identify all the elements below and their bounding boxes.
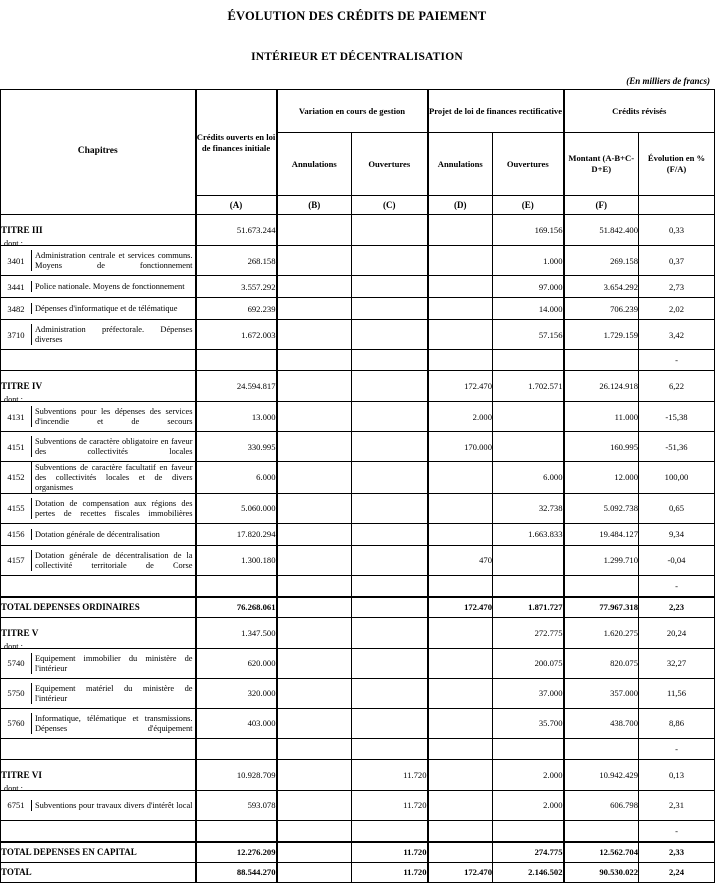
cell-annulations-d — [428, 678, 493, 708]
cell-credits-ouverts: 320.000 — [196, 678, 277, 708]
section-title-cell — [1, 759, 196, 793]
total-label: TOTAL DEPENSES ORDINAIRES — [1, 597, 196, 618]
cell-evolution: 2,73 — [639, 276, 715, 298]
cell-annulations-d — [428, 462, 493, 494]
cell-annulations-d — [428, 298, 493, 320]
chapter-code: 4157 — [1, 550, 32, 571]
cell-ouvertures-c — [352, 493, 428, 523]
cell-evolution: 2,23 — [639, 597, 715, 618]
spacer-cell — [428, 738, 493, 759]
section-title-cell — [1, 617, 196, 651]
section-title-row — [1, 371, 715, 402]
section-name: TITRE V — [1, 627, 39, 638]
header-chapitres: Chapitres — [1, 90, 196, 215]
chapter-code: 3710 — [1, 324, 32, 345]
cell-evolution: 2,33 — [639, 842, 715, 863]
spacer-cell — [196, 575, 277, 597]
section-title-cell — [1, 371, 196, 402]
cell-credits-ouverts: 6.000 — [196, 462, 277, 494]
cell-ouvertures-c — [352, 523, 428, 545]
section-title-row — [1, 759, 715, 790]
cell-annulations-d: 172.470 — [428, 862, 493, 882]
spacer-cell — [277, 820, 352, 842]
cell-ouvertures-c — [352, 215, 428, 246]
spacer-dash: - — [639, 575, 715, 597]
cell-montant-f: 5.092.738 — [564, 493, 639, 523]
cell-evolution: 11,56 — [639, 678, 715, 708]
cell-evolution: 0,65 — [639, 493, 715, 523]
total-general-row — [1, 862, 715, 882]
cell-evolution: 32,27 — [639, 648, 715, 678]
cell-ouvertures-e: 200.075 — [493, 648, 564, 678]
cell-ouvertures-c — [352, 648, 428, 678]
cell-credits-ouverts: 13.000 — [196, 402, 277, 432]
spacer-cell — [196, 350, 277, 371]
chapter-code: 5760 — [1, 713, 32, 734]
cell-montant-f: 11.000 — [564, 402, 639, 432]
section-name: TITRE VI — [1, 769, 42, 780]
chapter-row — [1, 432, 715, 462]
chapter-label: Dotation générale de décentralisation de la collectivité territoriale de Corse — [35, 550, 193, 570]
cell-credits-ouverts: 3.557.292 — [196, 276, 277, 298]
chapter-cell — [1, 790, 196, 820]
cell-annulations-d: 172.470 — [428, 597, 493, 618]
letter-a: (A) — [196, 196, 277, 215]
chapter-code: 5750 — [1, 683, 32, 704]
spacer-cell — [493, 738, 564, 759]
spacer-cell — [493, 820, 564, 842]
total-depenses-capital-row — [1, 842, 715, 863]
section-spacer-row — [1, 350, 715, 371]
header-group-variation: Variation en cours de gestion — [277, 90, 428, 133]
cell-evolution: 20,24 — [639, 617, 715, 648]
section-title-row — [1, 215, 715, 246]
cell-ouvertures-c: 11.720 — [352, 842, 428, 863]
cell-ouvertures-c — [352, 246, 428, 276]
spacer-cell — [564, 820, 639, 842]
chapter-cell — [1, 246, 196, 276]
cell-evolution: 2,31 — [639, 790, 715, 820]
cell-ouvertures-e: 14.000 — [493, 298, 564, 320]
cell-credits-ouverts: 593.078 — [196, 790, 277, 820]
header-group-plfr: Projet de loi de finances rectificative — [428, 90, 564, 133]
cell-montant-f: 438.700 — [564, 708, 639, 738]
chapter-cell — [1, 402, 196, 432]
chapter-label: Subventions pour travaux divers d'intérêt local — [35, 800, 193, 810]
spacer-cell — [196, 738, 277, 759]
cell-annulations-b — [277, 678, 352, 708]
chapter-code: 4155 — [1, 498, 32, 519]
cell-annulations-b — [277, 842, 352, 863]
cell-montant-f: 51.842.400 — [564, 215, 639, 246]
cell-ouvertures-e: 2.000 — [493, 790, 564, 820]
cell-credits-ouverts: 5.060.000 — [196, 493, 277, 523]
cell-ouvertures-e: 2.146.502 — [493, 862, 564, 882]
cell-montant-f: 1.620.275 — [564, 617, 639, 648]
cell-evolution: 9,34 — [639, 523, 715, 545]
chapter-row — [1, 790, 715, 820]
letter-blank — [639, 196, 715, 215]
cell-evolution: 2,24 — [639, 862, 715, 882]
chapter-code: 4151 — [1, 436, 32, 457]
cell-annulations-b — [277, 648, 352, 678]
chapter-cell — [1, 545, 196, 575]
chapter-label: Subventions de caractère obligatoire en faveur des collectivités locales — [35, 437, 193, 456]
chapter-label: Equipement matériel du ministère de l'intérieur — [35, 683, 193, 703]
cell-ouvertures-e: 35.700 — [493, 708, 564, 738]
header-evolution: Évolution en % (F/A) — [639, 133, 715, 196]
cell-montant-f: 269.158 — [564, 246, 639, 276]
cell-ouvertures-e: 1.663.833 — [493, 523, 564, 545]
cell-montant-f: 3.654.292 — [564, 276, 639, 298]
cell-ouvertures-e: 6.000 — [493, 462, 564, 494]
letter-f: (F) — [564, 196, 639, 215]
cell-annulations-b — [277, 708, 352, 738]
cell-annulations-d — [428, 708, 493, 738]
cell-annulations-d — [428, 246, 493, 276]
chapter-label: Subventions pour les dépenses des services d'incendie et de secours — [35, 407, 193, 426]
cell-ouvertures-c — [352, 298, 428, 320]
chapter-cell — [1, 523, 196, 545]
cell-annulations-d — [428, 276, 493, 298]
cell-ouvertures-c — [352, 402, 428, 432]
cell-evolution: 3,42 — [639, 320, 715, 350]
chapter-label: Dépenses d'informatique et de télématique — [35, 304, 178, 314]
cell-annulations-b — [277, 617, 352, 648]
credits-table — [0, 89, 715, 883]
chapter-code: 6751 — [1, 800, 32, 811]
cell-ouvertures-c — [352, 545, 428, 575]
cell-annulations-b — [277, 790, 352, 820]
spacer-cell — [564, 350, 639, 371]
section-name: TITRE III — [1, 224, 43, 235]
cell-annulations-d — [428, 523, 493, 545]
document-page — [0, 9, 714, 878]
cell-montant-f: 706.239 — [564, 298, 639, 320]
dont-label: dont : — [4, 641, 23, 651]
total-label: TOTAL DEPENSES EN CAPITAL — [1, 842, 196, 863]
cell-evolution: -51,36 — [639, 432, 715, 462]
chapter-cell — [1, 298, 196, 320]
chapter-row — [1, 708, 715, 738]
chapter-label: Equipement immobilier du ministère de l'intérieur — [35, 653, 193, 673]
chapter-label: Dotation de compensation aux régions des pertes de recettes fiscales immobilières — [35, 498, 193, 518]
chapter-label: Informatique, télématique et transmissions. Dépenses d'équipement — [35, 713, 193, 733]
cell-ouvertures-e: 32.738 — [493, 493, 564, 523]
chapter-code: 4131 — [1, 406, 32, 427]
cell-ouvertures-e: 57.156 — [493, 320, 564, 350]
section-name: TITRE IV — [1, 380, 43, 391]
cell-annulations-d — [428, 759, 493, 790]
chapter-cell — [1, 493, 196, 523]
cell-ouvertures-e: 1.702.571 — [493, 371, 564, 402]
letter-b: (B) — [277, 196, 352, 215]
cell-credits-ouverts: 1.347.500 — [196, 617, 277, 648]
cell-ouvertures-c: 11.720 — [352, 790, 428, 820]
spacer-cell — [352, 738, 428, 759]
cell-credits-ouverts: 620.000 — [196, 648, 277, 678]
cell-montant-f: 12.562.704 — [564, 842, 639, 863]
chapter-row — [1, 648, 715, 678]
section-title-cell — [1, 215, 196, 246]
spacer-cell — [277, 575, 352, 597]
cell-ouvertures-c — [352, 371, 428, 402]
cell-annulations-b — [277, 298, 352, 320]
section-title-row — [1, 617, 715, 648]
cell-annulations-b — [277, 246, 352, 276]
cell-evolution: 2,02 — [639, 298, 715, 320]
dont-label: dont : — [4, 783, 23, 793]
cell-evolution: 8,86 — [639, 708, 715, 738]
spacer-dash: - — [639, 738, 715, 759]
cell-credits-ouverts: 10.928.709 — [196, 759, 277, 790]
cell-ouvertures-e: 97.000 — [493, 276, 564, 298]
cell-ouvertures-c — [352, 597, 428, 618]
cell-montant-f: 26.124.918 — [564, 371, 639, 402]
header-annulations-b: Annulations — [277, 133, 352, 196]
chapter-label: Dotation générale de décentralisation — [35, 529, 160, 539]
cell-annulations-b — [277, 320, 352, 350]
cell-annulations-d — [428, 842, 493, 863]
chapter-cell — [1, 320, 196, 350]
chapter-label: Administration préfectorale. Dépenses diverses — [35, 325, 193, 344]
header-group-revises: Crédits révisés — [564, 90, 715, 133]
chapter-label: Police nationale. Moyens de fonctionnement — [35, 282, 185, 292]
cell-annulations-d — [428, 790, 493, 820]
cell-ouvertures-e: 37.000 — [493, 678, 564, 708]
cell-annulations-d — [428, 648, 493, 678]
cell-ouvertures-c — [352, 462, 428, 494]
chapter-row — [1, 462, 715, 494]
chapter-code: 3441 — [1, 281, 32, 292]
spacer-cell — [1, 820, 196, 842]
header-montant-f: Montant (A-B+C-D+E) — [564, 133, 639, 196]
cell-credits-ouverts: 51.673.244 — [196, 215, 277, 246]
cell-montant-f: 19.484.127 — [564, 523, 639, 545]
cell-annulations-d: 172.470 — [428, 371, 493, 402]
spacer-cell — [493, 575, 564, 597]
cell-annulations-b — [277, 545, 352, 575]
chapter-row — [1, 493, 715, 523]
cell-annulations-b — [277, 215, 352, 246]
cell-evolution: 100,00 — [639, 462, 715, 494]
cell-annulations-d: 470 — [428, 545, 493, 575]
header-row-groups — [1, 90, 715, 133]
section-spacer-row — [1, 820, 715, 842]
document-subtitle: INTÉRIEUR ET DÉCENTRALISATION — [251, 51, 463, 63]
cell-evolution: 0,13 — [639, 759, 715, 790]
chapter-cell — [1, 648, 196, 678]
cell-credits-ouverts: 24.594.817 — [196, 371, 277, 402]
cell-credits-ouverts: 1.672.003 — [196, 320, 277, 350]
spacer-cell — [428, 820, 493, 842]
spacer-cell — [564, 738, 639, 759]
cell-ouvertures-c — [352, 320, 428, 350]
cell-credits-ouverts: 17.820.294 — [196, 523, 277, 545]
chapter-row — [1, 545, 715, 575]
cell-ouvertures-c — [352, 432, 428, 462]
spacer-cell — [428, 575, 493, 597]
cell-ouvertures-c: 11.720 — [352, 759, 428, 790]
chapter-label: Administration centrale et services communs. Moyens de fonctionnement — [35, 251, 193, 270]
cell-ouvertures-c — [352, 708, 428, 738]
cell-annulations-d — [428, 493, 493, 523]
cell-annulations-b — [277, 276, 352, 298]
cell-montant-f: 10.942.429 — [564, 759, 639, 790]
spacer-cell — [277, 738, 352, 759]
units-note: (En milliers de francs) — [626, 76, 710, 86]
cell-evolution: 0,37 — [639, 246, 715, 276]
cell-ouvertures-e — [493, 545, 564, 575]
cell-credits-ouverts: 692.239 — [196, 298, 277, 320]
cell-annulations-b — [277, 759, 352, 790]
cell-ouvertures-e: 272.775 — [493, 617, 564, 648]
cell-annulations-b — [277, 597, 352, 618]
spacer-dash: - — [639, 350, 715, 371]
cell-credits-ouverts: 330.995 — [196, 432, 277, 462]
cell-evolution: 0,33 — [639, 215, 715, 246]
cell-ouvertures-c — [352, 678, 428, 708]
dont-label: dont : — [4, 238, 23, 248]
section-spacer-row — [1, 575, 715, 597]
cell-montant-f: 820.075 — [564, 648, 639, 678]
cell-annulations-d — [428, 320, 493, 350]
cell-ouvertures-c — [352, 276, 428, 298]
letter-e: (E) — [493, 196, 564, 215]
header-annulations-d: Annulations — [428, 133, 493, 196]
cell-annulations-b — [277, 432, 352, 462]
cell-annulations-b — [277, 862, 352, 882]
spacer-cell — [277, 350, 352, 371]
cell-ouvertures-c: 11.720 — [352, 862, 428, 882]
chapter-row — [1, 678, 715, 708]
cell-annulations-d: 170.000 — [428, 432, 493, 462]
section-spacer-row — [1, 738, 715, 759]
spacer-cell — [1, 575, 196, 597]
cell-montant-f: 1.299.710 — [564, 545, 639, 575]
letter-c: (C) — [352, 196, 428, 215]
cell-montant-f: 606.798 — [564, 790, 639, 820]
chapter-cell — [1, 462, 196, 494]
spacer-dash: - — [639, 820, 715, 842]
chapter-row — [1, 298, 715, 320]
chapter-row — [1, 276, 715, 298]
cell-ouvertures-e — [493, 432, 564, 462]
chapter-code: 4152 — [1, 462, 32, 493]
spacer-cell — [196, 820, 277, 842]
chapter-row — [1, 402, 715, 432]
spacer-cell — [564, 575, 639, 597]
cell-ouvertures-e: 1.871.727 — [493, 597, 564, 618]
cell-annulations-b — [277, 462, 352, 494]
letter-d: (D) — [428, 196, 493, 215]
chapter-cell — [1, 708, 196, 738]
cell-montant-f: 357.000 — [564, 678, 639, 708]
cell-credits-ouverts: 403.000 — [196, 708, 277, 738]
spacer-cell — [352, 575, 428, 597]
chapter-code: 3482 — [1, 303, 32, 314]
chapter-code: 3401 — [1, 250, 32, 271]
spacer-cell — [493, 350, 564, 371]
chapter-cell — [1, 432, 196, 462]
spacer-cell — [352, 820, 428, 842]
cell-evolution: 6,22 — [639, 371, 715, 402]
header-credits-ouverts: Crédits ouverts en loi de finances initiale — [196, 90, 277, 196]
total-depenses-ordinaires-row — [1, 597, 715, 618]
cell-montant-f: 77.967.318 — [564, 597, 639, 618]
cell-evolution: -15,38 — [639, 402, 715, 432]
spacer-cell — [352, 350, 428, 371]
cell-annulations-b — [277, 493, 352, 523]
cell-credits-ouverts: 76.268.061 — [196, 597, 277, 618]
cell-annulations-b — [277, 371, 352, 402]
spacer-cell — [1, 738, 196, 759]
cell-credits-ouverts: 88.544.270 — [196, 862, 277, 882]
chapter-cell — [1, 678, 196, 708]
cell-montant-f: 90.530.022 — [564, 862, 639, 882]
total-label: TOTAL — [1, 862, 196, 882]
chapter-code: 5740 — [1, 653, 32, 674]
cell-montant-f: 1.729.159 — [564, 320, 639, 350]
cell-ouvertures-e — [493, 402, 564, 432]
chapter-row — [1, 523, 715, 545]
cell-ouvertures-c — [352, 617, 428, 648]
cell-credits-ouverts: 12.276.209 — [196, 842, 277, 863]
chapter-code: 4156 — [1, 529, 32, 540]
cell-ouvertures-e: 1.000 — [493, 246, 564, 276]
document-title: ÉVOLUTION DES CRÉDITS DE PAIEMENT — [227, 9, 487, 23]
chapter-row — [1, 320, 715, 350]
cell-montant-f: 160.995 — [564, 432, 639, 462]
cell-ouvertures-e: 169.156 — [493, 215, 564, 246]
spacer-cell — [1, 350, 196, 371]
chapter-row — [1, 246, 715, 276]
cell-annulations-b — [277, 523, 352, 545]
header-ouvertures-e: Ouvertures — [493, 133, 564, 196]
chapter-label: Subventions de caractère facultatif en faveur des collectivités locales et de divers organismes — [35, 463, 193, 492]
cell-montant-f: 12.000 — [564, 462, 639, 494]
chapter-cell — [1, 276, 196, 298]
cell-annulations-d: 2.000 — [428, 402, 493, 432]
cell-ouvertures-e: 2.000 — [493, 759, 564, 790]
cell-annulations-d — [428, 617, 493, 648]
cell-evolution: -0,04 — [639, 545, 715, 575]
cell-credits-ouverts: 1.300.180 — [196, 545, 277, 575]
spacer-cell — [428, 350, 493, 371]
header-ouvertures-c: Ouvertures — [352, 133, 428, 196]
cell-credits-ouverts: 268.158 — [196, 246, 277, 276]
cell-annulations-d — [428, 215, 493, 246]
cell-annulations-b — [277, 402, 352, 432]
dont-label: dont : — [4, 394, 23, 404]
cell-ouvertures-e: 274.775 — [493, 842, 564, 863]
